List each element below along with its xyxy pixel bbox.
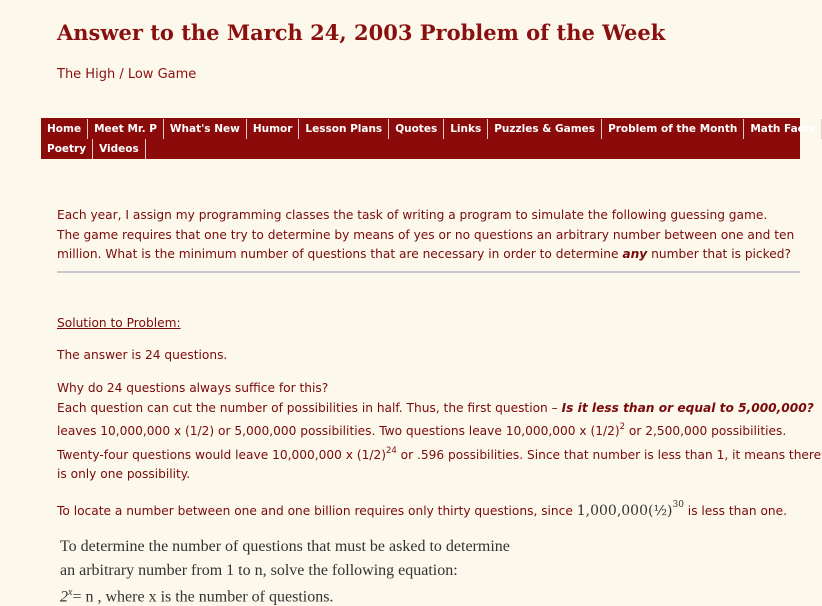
billion-formula-base: 1,000,000(½) [576, 503, 673, 519]
why-question: Why do 24 questions always suffice for this? [57, 381, 329, 395]
page-subtitle: The High / Low Game [57, 67, 197, 82]
nav-item-humor[interactable]: Humor [247, 119, 300, 139]
explanation-line-1 [57, 399, 821, 419]
nav-bar [41, 118, 816, 159]
problem-line-3-end: number that is picked? [647, 247, 791, 261]
solution-explanation [57, 379, 821, 485]
billion-formula [576, 500, 684, 519]
solution-heading: Solution to Problem: [57, 316, 181, 330]
billion-line-start: To locate a number between one and one billion requires only thirty questions, since [57, 504, 577, 518]
problem-text [57, 206, 794, 265]
problem-line-2: The game requires that one try to determine by means of yes or no questions an arbitrary number between one and ten [57, 227, 795, 242]
equation-rest: = n , where x is the number of questions. [72, 588, 334, 606]
exponent-24: 24 [385, 445, 397, 456]
nav-item-videos[interactable]: Videos [93, 139, 146, 159]
general-line-2: an arbitrary number from 1 to n, solve the following equation: [60, 562, 458, 579]
general-line-1: To determine the number of questions that must be asked to determine [60, 538, 510, 555]
explanation-question-example: Is it less than or equal to 5,000,000? [561, 400, 814, 415]
explanation-line-3-end: or .596 possibilities. Since that number is less than 1, it means there [396, 447, 822, 462]
nav-item-whats-new[interactable]: What's New [164, 119, 247, 139]
page-title: Answer to the March 24, 2003 Problem of the Week [57, 20, 666, 45]
billion-line [57, 496, 787, 522]
nav-item-links[interactable]: Links [444, 119, 488, 139]
explanation-line-4: is only one possibility. [57, 467, 191, 481]
nav-item-meet-mr-p[interactable]: Meet Mr. P [88, 119, 164, 139]
horizontal-divider [57, 271, 800, 273]
nav-item-lesson-plans[interactable]: Lesson Plans [299, 119, 389, 139]
nav-item-math-facts[interactable]: Math Facts [744, 119, 822, 139]
nav-row-1 [41, 119, 822, 139]
nav-item-home[interactable]: Home [41, 119, 88, 139]
exponent-2: 2 [619, 422, 626, 432]
solution-answer: The answer is 24 questions. [57, 348, 228, 362]
nav-item-quotes[interactable]: Quotes [389, 119, 444, 139]
nav-item-problem-of-the-month[interactable]: Problem of the Month [602, 119, 744, 139]
problem-line-3 [57, 245, 794, 265]
explanation-line-1-start: Each question can cut the number of possibilities in half. Thus, the first question – [57, 400, 562, 415]
equation-base: 2 [60, 588, 68, 606]
billion-formula-exponent: 30 [672, 500, 684, 510]
nav-item-poetry[interactable]: Poetry [41, 139, 93, 159]
explanation-line-3 [57, 442, 821, 466]
equation-exponent: x [68, 587, 73, 598]
explanation-line-3-start: Twenty-four questions would leave 10,000,000 x (1/2) [57, 447, 386, 462]
problem-line-3-start: million. What is the minimum number of questions that are necessary in order to determine [57, 247, 623, 261]
nav-item-puzzles-games[interactable]: Puzzles & Games [488, 119, 602, 139]
billion-line-end: is less than one. [683, 504, 788, 518]
explanation-line-2-start: leaves 10,000,000 x (1/2) or 5,000,000 possibilities. Two questions leave 10,000,000 x (1/2) [57, 424, 620, 438]
problem-emphasis-any: any [622, 247, 648, 261]
general-equation [60, 587, 333, 606]
explanation-line-2-end: or 2,500,000 possibilities. [625, 424, 787, 438]
nav-row-2 [41, 139, 146, 159]
explanation-line-2 [57, 418, 821, 442]
problem-line-1: Each year, I assign my programming classes the task of writing a program to simulate the following guessing game. [57, 208, 768, 222]
